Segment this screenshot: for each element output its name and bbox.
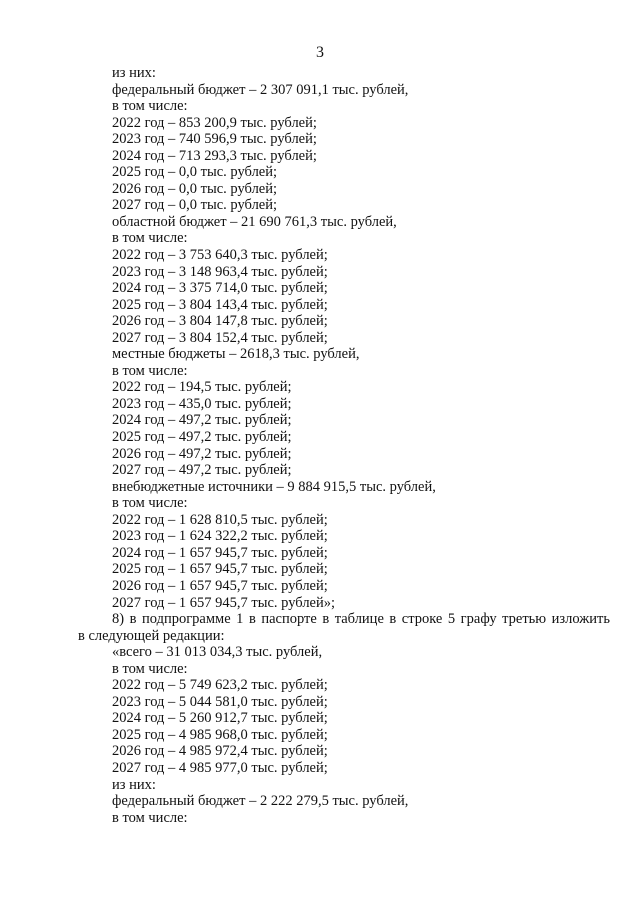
funding-lines-top — [78, 65, 610, 611]
text-line: 2024 год – 713 293,3 тыс. рублей; — [112, 147, 317, 164]
text-line: 2027 год – 3 804 152,4 тыс. рублей; — [112, 329, 328, 346]
text-line: 2027 год – 0,0 тыс. рублей; — [112, 197, 278, 214]
text-line: из них: — [112, 776, 156, 793]
text-line: 2026 год – 0,0 тыс. рублей; — [112, 180, 278, 197]
text-line: областной бюджет – 21 690 761,3 тыс. рублей, — [112, 213, 397, 230]
text-line: 2026 год – 3 804 147,8 тыс. рублей; — [112, 313, 328, 330]
text-line: 2025 год – 1 657 945,7 тыс. рублей; — [112, 561, 328, 578]
text-line: 2025 год – 3 804 143,4 тыс. рублей; — [112, 296, 328, 313]
text-line: 2022 год – 5 749 623,2 тыс. рублей; — [112, 677, 328, 694]
text-line: 2025 год – 4 985 968,0 тыс. рублей; — [112, 726, 328, 743]
text-line: 2024 год – 3 375 714,0 тыс. рублей; — [112, 280, 328, 297]
text-line: в том числе: — [112, 98, 188, 115]
text-line: в том числе: — [112, 362, 188, 379]
text-line: 2027 год – 497,2 тыс. рублей; — [112, 462, 292, 479]
text-line: 2023 год – 3 148 963,4 тыс. рублей; — [112, 263, 328, 280]
text-line: в том числе: — [112, 809, 188, 826]
text-line: 2027 год – 4 985 977,0 тыс. рублей; — [112, 759, 328, 776]
text-line: 2023 год – 1 624 322,2 тыс. рублей; — [112, 528, 328, 545]
text-line: федеральный бюджет – 2 307 091,1 тыс. рублей, — [112, 81, 409, 98]
text-line: 2027 год – 1 657 945,7 тыс. рублей»; — [112, 594, 336, 611]
text-line: 2022 год – 194,5 тыс. рублей; — [112, 379, 292, 396]
text-line: 2025 год – 0,0 тыс. рублей; — [112, 164, 278, 181]
text-line: в том числе: — [112, 660, 188, 677]
text-line: в том числе: — [112, 495, 188, 512]
paragraph-8-line-1: 8) в подпрограмме 1 в паспорте в таблице в строке 5 графу третью изложить — [112, 611, 610, 628]
text-line: 2026 год – 1 657 945,7 тыс. рублей; — [112, 577, 328, 594]
text-line: 2024 год – 1 657 945,7 тыс. рублей; — [112, 544, 328, 561]
text-line: внебюджетные источники – 9 884 915,5 тыс. рублей, — [112, 478, 436, 495]
text-line: «всего – 31 013 034,3 тыс. рублей, — [112, 644, 323, 661]
text-line: 2025 год – 497,2 тыс. рублей; — [112, 429, 292, 446]
funding-lines-bottom — [78, 644, 610, 826]
text-line: местные бюджеты – 2618,3 тыс. рублей, — [112, 346, 360, 363]
text-line: 2024 год – 5 260 912,7 тыс. рублей; — [112, 710, 328, 727]
text-line: 2022 год – 1 628 810,5 тыс. рублей; — [112, 511, 328, 528]
document-body — [78, 65, 610, 826]
text-line: 2023 год – 5 044 581,0 тыс. рублей; — [112, 693, 328, 710]
text-line: 2022 год – 853 200,9 тыс. рублей; — [112, 114, 317, 131]
text-line: 2024 год – 497,2 тыс. рублей; — [112, 412, 292, 429]
text-line: 2026 год – 4 985 972,4 тыс. рублей; — [112, 743, 328, 760]
paragraph-8-line-2: в следующей редакции: — [78, 627, 225, 644]
text-line: из них: — [112, 65, 156, 81]
text-line: федеральный бюджет – 2 222 279,5 тыс. рублей, — [112, 793, 409, 810]
text-line: 2026 год – 497,2 тыс. рублей; — [112, 445, 292, 462]
text-line: 2023 год – 740 596,9 тыс. рублей; — [112, 131, 317, 148]
text-line: 2022 год – 3 753 640,3 тыс. рублей; — [112, 247, 328, 264]
text-line: 2023 год – 435,0 тыс. рублей; — [112, 395, 292, 412]
page-number: 3 — [316, 44, 324, 61]
text-line: в том числе: — [112, 230, 188, 247]
